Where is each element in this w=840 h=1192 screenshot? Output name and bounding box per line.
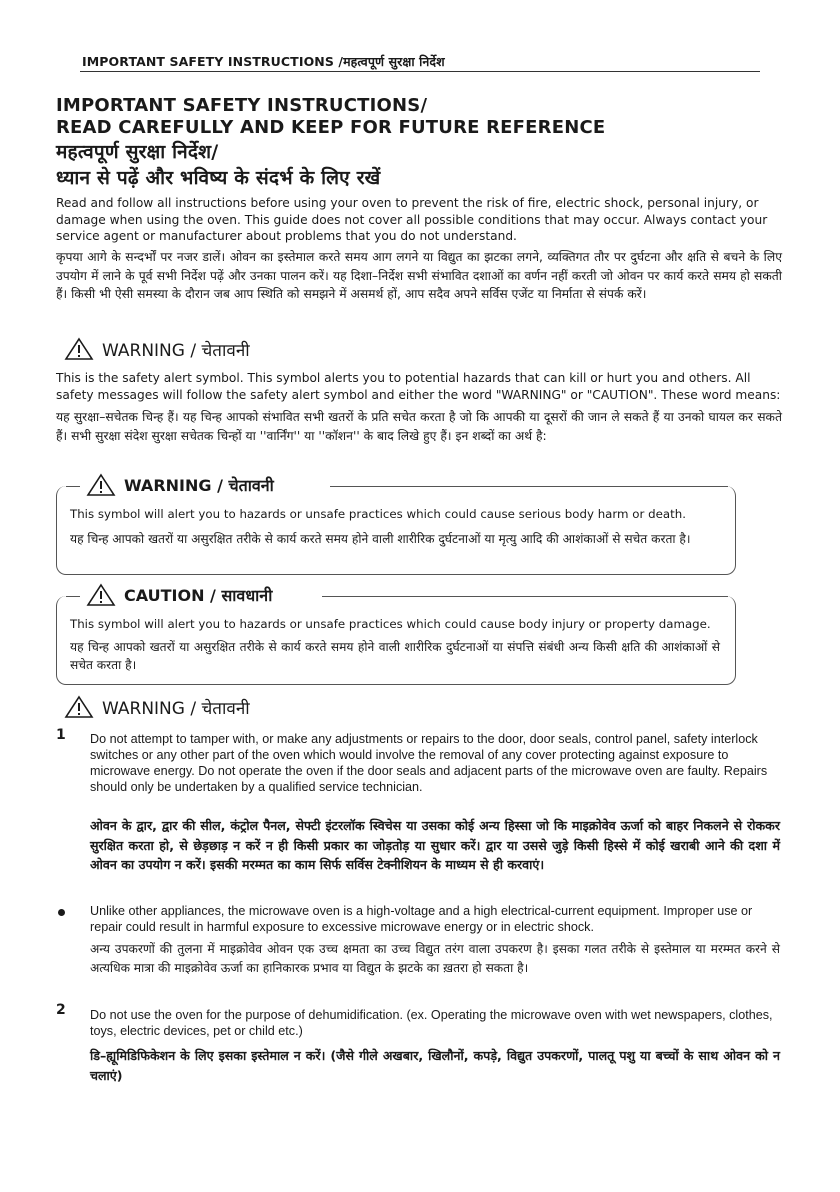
list-item-marker: 1 (56, 727, 66, 743)
bullet-icon (58, 909, 65, 916)
intro-hindi: कृपया आगे के सन्दर्भों पर नजर डालें। ओवन का इस्तेमाल करते समय आग लगने या विद्युत का झटका लगने, व्यक्तिगत तौर पर दुर्घटना और क्षति से बचने के लिए उपयोग में लाने के पूर्व सभी निर्देश पढ़ें और उनका पालन करें। यह दिशा–निर्देश सभी संभावित दशाओं का वर्णन नहीं करती जो ओवन पर कार्य करते समय हो सकती हैं। किसी भी ऐसी समस्या के दौरान जब आप स्थिति को समझने में असमर्थ हों, आप सदैव अपने सर्विस एजेंट या निर्माता से संपर्क करें। (56, 250, 782, 301)
caution-box-heading (80, 583, 278, 607)
warning-triangle-icon (86, 473, 116, 497)
warning-section-heading (64, 336, 250, 362)
list-item-marker: 2 (56, 1002, 66, 1018)
warning-box-heading (80, 473, 280, 497)
warning-box-title: WARNING / चेतावनी (124, 476, 274, 495)
running-header: IMPORTANT SAFETY INSTRUCTIONS /महत्वपूर्ण सुरक्षा निर्देश (82, 54, 445, 69)
title-line-2: READ CAREFULLY AND KEEP FOR FUTURE REFERENCE (56, 117, 606, 138)
warning-triangle-icon (64, 337, 94, 361)
warning-section-english: This is the safety alert symbol. This symbol alerts you to potential hazards that can kill or hurt you and others. All safety messages will follow the safety alert symbol and either the word "WARNING" or "CAUTION". These word means: (56, 371, 781, 402)
header-rule (80, 71, 760, 72)
list-item-english: Do not use the oven for the purpose of dehumidification. (ex. Operating the microwave oven with wet newspapers, clothes, toys, electric devices, pet or child etc.) (90, 1008, 773, 1038)
warning-triangle-icon (86, 583, 116, 607)
warning-list-title: WARNING / चेतावनी (102, 698, 250, 719)
warning-box-hindi: यह चिन्ह आपको खतरों या असुरक्षित तरीके से कार्य करते समय होने वाली शारीरिक दुर्घटनाओं या मृत्यु आदि की आशंकाओं से सचेत करता है। (70, 532, 691, 546)
caution-box-title: CAUTION / सावधानी (124, 586, 273, 605)
warning-triangle-icon (64, 695, 94, 719)
list-item-hindi: अन्य उपकरणों की तुलना में माइक्रोवेव ओवन एक उच्च क्षमता का उच्च विद्युत तरंग वाला उपकरण है। इसका गलत तरीके से इस्तेमाल या मरम्मत करने से अत्यधिक मात्रा की माइक्रोवेव ऊर्जा का हानिकारक प्रभाव या विद्युत के झटके का ख़तरा हो सकता है। (90, 942, 780, 975)
warning-list-heading (64, 694, 250, 720)
title-line-3: महत्वपूर्ण सुरक्षा निर्देश/ (56, 141, 219, 163)
warning-box-english: This symbol will alert you to hazards or unsafe practices which could cause serious body harm or death. (70, 507, 686, 521)
list-item-english: Unlike other appliances, the microwave oven is a high-voltage and a high electrical-current equipment. Improper use or repair could result in harmful exposure to excessive microwave energy or in electric shock. (90, 904, 753, 934)
caution-box-english: This symbol will alert you to hazards or unsafe practices which could cause body injury or property damage. (70, 617, 711, 631)
list-item-hindi: डि–ह्यूमिडिफिकेशन के लिए इसका इस्तेमाल न करें। (जैसे गीले अखबार, खिलौनों, कपड़े, विद्युत उपकरणों, पालतू पशु या बच्चों के साथ ओवन को न चलाएं) (90, 1048, 780, 1083)
main-title (56, 95, 796, 191)
list-item-english: Do not attempt to tamper with, or make any adjustments or repairs to the door, door seals, control panel, safety interlock switches or any other part of the oven which would involve the removal of any cover protecting against exposure to microwave energy. Do not operate the oven if the door seals and adjacent parts of the microwave oven are faulty. Repairs should only be undertaken by a qualified service technician. (90, 732, 768, 794)
caution-box-hindi: यह चिन्ह आपको खतरों या असुरक्षित तरीके से कार्य करते समय होने वाली शारीरिक दुर्घटनाओं या संपत्ति संबंधी अन्य किसी क्षति की आशंकाओं से सचेत करता है। (70, 640, 720, 672)
warning-section-title: WARNING / चेतावनी (102, 340, 250, 361)
warning-section-hindi: यह सुरक्षा–सचेतक चिन्ह हैं। यह चिन्ह आपको संभावित सभी खतरों के प्रति सचेत करता है जो कि आपकी या दूसरों की जान ले सकते हैं या उनको घायल कर सकते हैं। सभी सुरक्षा संदेश सुरक्षा सचेतक चिन्हों या ''वार्निंग'' या ''कॉशन'' के बाद लिखे हुए हैं। इन शब्दों का अर्थ है: (56, 410, 782, 443)
title-line-4: ध्यान से पढ़ें और भविष्य के संदर्भ के लिए रखें (56, 167, 381, 189)
list-item-hindi: ओवन के द्वार, द्वार की सील, कंट्रोल पैनल, सेफ्टी इंटरलॉक स्विचेस या उसका कोई अन्य हिस्सा जो कि माइक्रोवेव ऊर्जा को बाहर निकलने से रोककर सुरक्षित करता हो, से छेड़छाड़ न करें न ही किसी प्रकार का जोड़तोड़ या सुधार करें। द्वार या उससे जुड़े किसी हिस्से में कोई खराबी आने की दशा में ओवन का उपयोग न करें। इसकी मरम्मत का काम सिर्फ सर्विस टेक्नीशियन के माध्यम से ही करवाएं। (90, 818, 780, 872)
title-line-1: IMPORTANT SAFETY INSTRUCTIONS/ (56, 95, 428, 116)
intro-english: Read and follow all instructions before using your oven to prevent the risk of fire, electric shock, personal injury, or damage when using the oven. This guide does not cover all possible conditions that may occur. Always contact your service agent or manufacturer about problems that you do not understand. (56, 196, 768, 243)
